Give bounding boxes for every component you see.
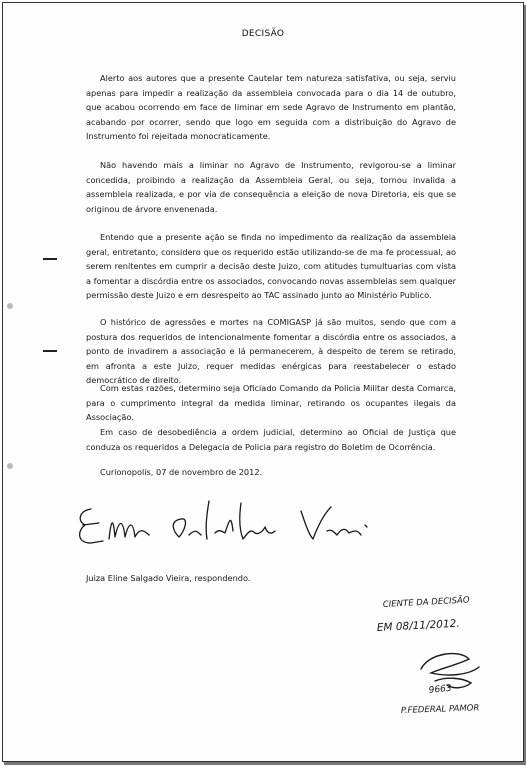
paragraph: Entendo que a presente ação se finda no impedimento da realização da assembleia geral, entretanto, considero que os requerido estão utilizando-se de ma fe processual, ao serem renitentes em cumprir a decisão deste Juizo, com atitudes tumultuarias com vista a fomentar a discórdia entre os associados, convocando novas assembleias sem qualquer permissão deste Juizo e em desrespeito ao TAC assinado junto ao Ministério Publico. [86,232,456,300]
paragraph: Alerto aos autores que a presente Cautelar tem natureza satisfativa, ou seja, serviu apenas para impedir a realização da assembleia convocada para o dia 14 de outubro, que acabou ocorrendo em face de liminar em sede Agravo de Instrumento em plantão, acabando por ocorrer, sendo que logo em seguida com a distribuição do Agravo de Instrumento foi rejeitada monocraticamente. [86,73,456,141]
punch-hole [7,463,13,469]
note-line-3: 9663 [428,683,453,696]
note-line-2: EM 08/11/2012. [376,617,460,634]
margin-mark [43,350,57,352]
rubric-signature [421,654,479,688]
note-line-4: P.FEDERAL PAMOR [400,703,480,716]
margin-mark [43,258,57,260]
note-line-1: CIENTE DA DECISÃO [382,595,470,610]
signer-name: Juiza Eline Salgado Vieira, respondendo. [86,573,251,583]
place-date: Curionopolis, 07 de novembro de 2012. [100,467,263,477]
punch-hole [7,303,13,309]
paragraph: Em caso de desobediência a ordem judicial, determino ao Oficial de Justiça que conduza os requeridos a Delegacia de Policia para registro do Boletim de Ocorrência. [86,427,456,452]
handwritten-note [369,593,519,753]
paragraph: Não havendo mais a liminar no Agravo de Instrumento, revigorou-se a liminar concedida, proibindo a realização da Assembleia Geral, ou seja, tornou invalida a assembleia realizada, e por via de consequência a eleição de nova Diretoria, eis que se originou de árvore envenenada. [86,160,456,214]
document-title: DECISÃO [241,29,285,39]
document-page [2,2,524,762]
paragraph: Com estas razões, determino seja Oficiado Comando da Policia Militar desta Comarca, para o cumprimento integral da medida liminar, retirando os ocupantes ilegais da Associação. [86,383,456,422]
judge-signature [69,491,389,561]
paragraph: O histórico de agressões e mortes na COMIGASP já são muitos, sendo que com a postura dos requeridos de intencionalmente fomentar a discórdia entre os associados, a ponto de invadirem a associação e lá permanecerem, à despeito de terem se retirado, em afronta a este Juizo, requer medidas enérgicas para reestabelecer o estado democrático de direito. [86,317,456,385]
